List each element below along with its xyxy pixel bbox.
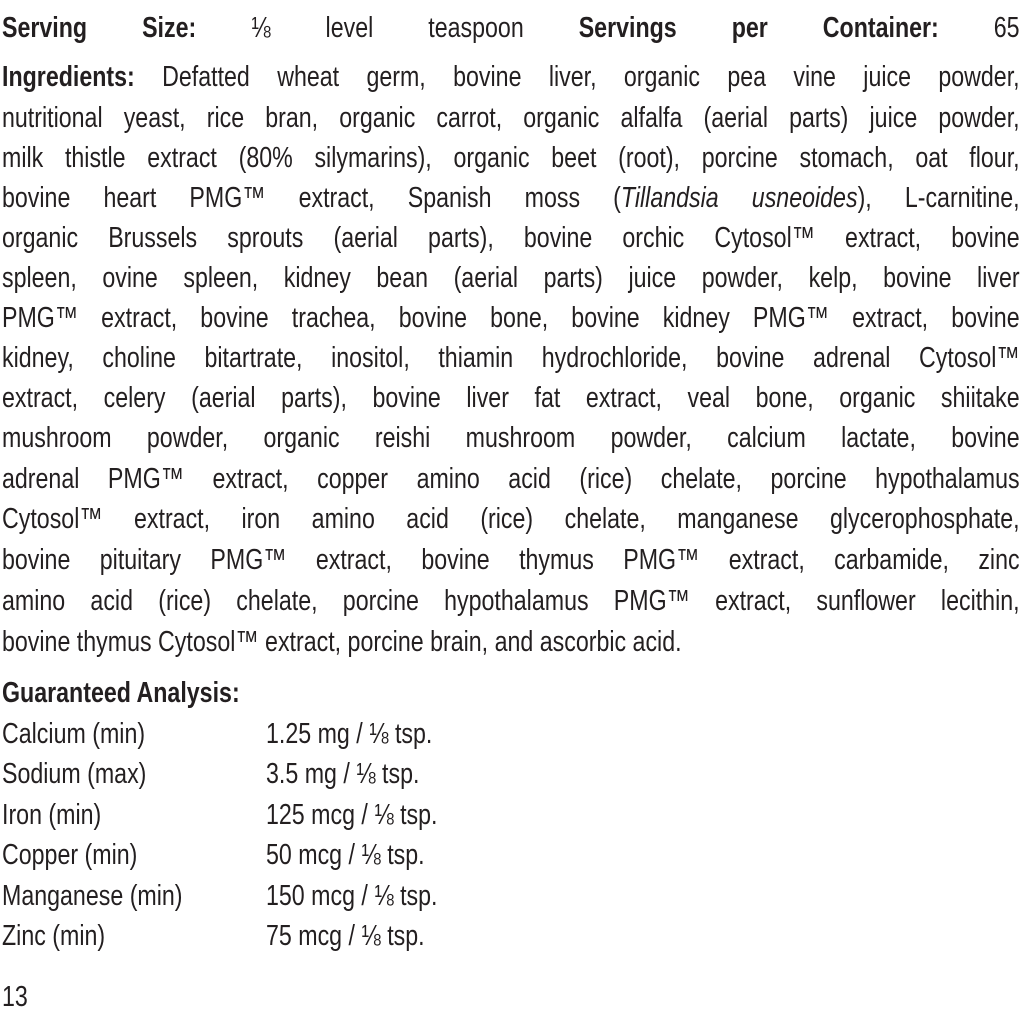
analysis-row: Iron (min) 125 mcg / ⅛ tsp.: [2, 799, 438, 831]
serving-line: [2, 11, 1020, 45]
serving-size: Serving Size: ⅛ level teaspoon: [2, 12, 524, 44]
ingredients-line: bovine pituitary PMG™ extract, bovine thymus PMG™ extract, carbamide, zinc: [2, 544, 1020, 576]
ingredients-line: mushroom powder, organic reishi mushroom powder, calcium lactate, bovine: [2, 422, 1020, 454]
ingredients-line: Cytosol™ extract, iron amino acid (rice) chelate, manganese glycerophosphate,: [2, 503, 1020, 535]
ingredients-line: nutritional yeast, rice bran, organic carrot, organic alfalfa (aerial parts) juice powder,: [2, 102, 1020, 134]
analysis-row: Calcium (min) 1.25 mg / ⅛ tsp.: [2, 718, 433, 750]
ingredients-line: bovine thymus Cytosol™ extract, porcine brain, and ascorbic acid.: [2, 626, 682, 658]
analysis-row: Zinc (min) 75 mcg / ⅛ tsp.: [2, 920, 425, 952]
analysis-row: Copper (min) 50 mcg / ⅛ tsp.: [2, 839, 425, 871]
ingredients-line: adrenal PMG™ extract, copper amino acid (rice) chelate, porcine hypothalamus: [2, 463, 1020, 495]
page-number: 13: [2, 981, 28, 1013]
ingredients-line: amino acid (rice) chelate, porcine hypothalamus PMG™ extract, sunflower lecithin,: [2, 585, 1020, 617]
ingredients-line: milk thistle extract (80% silymarins), organic beet (root), porcine stomach, oat flour,: [2, 142, 1020, 174]
ingredients-line: spleen, ovine spleen, kidney bean (aerial parts) juice powder, kelp, bovine liver: [2, 262, 1020, 294]
ingredients-line: PMG™ extract, bovine trachea, bovine bone, bovine kidney PMG™ extract, bovine: [2, 302, 1020, 334]
analysis-row: Manganese (min) 150 mcg / ⅛ tsp.: [2, 880, 438, 912]
guaranteed-analysis-title: Guaranteed Analysis:: [2, 677, 240, 709]
ingredients-line: organic Brussels sprouts (aerial parts), bovine orchic Cytosol™ extract, bovine: [2, 222, 1020, 254]
ingredients-line: extract, celery (aerial parts), bovine liver fat extract, veal bone, organic shiitake: [2, 382, 1020, 414]
ingredients-line: Ingredients: Defatted wheat germ, bovine liver, organic pea vine juice powder,: [2, 61, 1020, 93]
servings-per-container: Servings per Container: 65: [578, 12, 1020, 44]
ingredients-line: kidney, choline bitartrate, inositol, thiamin hydrochloride, bovine adrenal Cytosol™: [2, 342, 1020, 374]
analysis-row: Sodium (max) 3.5 mg / ⅛ tsp.: [2, 758, 420, 790]
ingredients-line: bovine heart PMG™ extract, Spanish moss (Tillandsia usneoides), L-carnitine,: [2, 182, 1020, 214]
